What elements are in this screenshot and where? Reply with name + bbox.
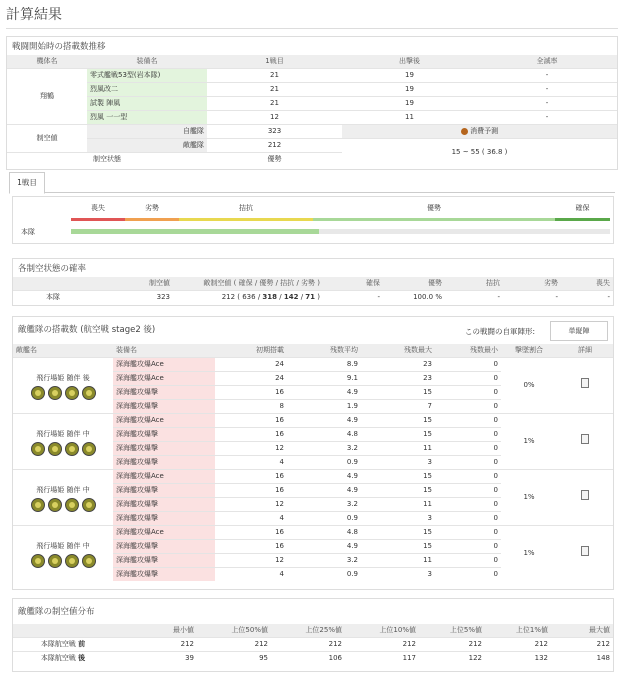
enemy-air-prefix: 212 ( 636 / — [221, 293, 263, 301]
col-header: 装備名 — [113, 344, 215, 358]
max-remaining: 15 — [361, 484, 435, 498]
enemy-slot-heading: 敵艦隊の搭載数 (航空戦 stage2 後) — [18, 325, 156, 335]
col-header: 上位25%値 — [271, 624, 345, 638]
col-header: 制空値 — [93, 277, 173, 291]
after-value: 11 — [342, 111, 477, 125]
enemy-equip-name: 深海艦攻爆撃 — [113, 512, 215, 526]
prob-supremacy: - — [323, 291, 383, 305]
gauge-label: 拮抗 — [239, 204, 253, 212]
col-header: 初期搭載 — [215, 344, 287, 358]
enemy-ship-name: 飛行場姫 随伴 中 — [36, 485, 90, 494]
dist-value: 212 — [271, 638, 345, 652]
enemy-equip-name: 深海艦攻爆Ace — [113, 372, 215, 386]
enemy-air-distribution-table — [13, 624, 613, 665]
min-remaining: 0 — [435, 428, 501, 442]
tab-battle-1[interactable]: 1戦目 — [9, 172, 45, 194]
initial-slot: 4 — [215, 568, 287, 582]
enemy-air-parity: 142 — [283, 293, 299, 301]
gauge-label: 確保 — [575, 204, 590, 212]
table-row — [13, 638, 613, 652]
shootdown-rate: 0% — [501, 358, 557, 414]
dist-value: 212 — [345, 638, 419, 652]
initial-slot: 24 — [215, 358, 287, 372]
enemy-equip-name: 深海艦攻爆撃 — [113, 442, 215, 456]
air-state-gauge-card — [12, 196, 614, 244]
gauge-track — [71, 229, 610, 234]
min-remaining: 0 — [435, 372, 501, 386]
separator: / — [298, 293, 306, 301]
enemy-plane-icon — [31, 498, 45, 512]
gauge-label: 優勢 — [427, 204, 441, 212]
max-remaining: 11 — [361, 554, 435, 568]
detail-button[interactable] — [557, 414, 613, 470]
initial-slot: 24 — [215, 372, 287, 386]
table-row — [13, 291, 613, 305]
enemy-plane-icons — [16, 554, 110, 568]
enemy-equip-name: 深海艦攻爆Ace — [113, 470, 215, 484]
bauxite-icon — [461, 128, 468, 135]
avg-remaining: 4.8 — [287, 428, 361, 442]
enemy-air-distribution-card — [12, 598, 614, 672]
state-probability-heading: 各制空状態の確率 — [18, 264, 87, 274]
col-header: 確保 — [323, 277, 383, 291]
col-header: 敵制空値 ( 確保 / 優勢 / 拮抗 / 劣勢 ) — [173, 277, 323, 291]
min-remaining: 0 — [435, 484, 501, 498]
enemy-plane-icon — [65, 498, 79, 512]
first-value: 21 — [207, 69, 342, 83]
detail-button[interactable] — [557, 358, 613, 414]
air-state-label: 制空状態 — [7, 153, 207, 167]
col-header: 出撃後 — [342, 55, 477, 69]
enemy-ship-name: 飛行場姫 随伴 中 — [36, 429, 90, 438]
max-remaining: 11 — [361, 442, 435, 456]
avg-remaining: 0.9 — [287, 568, 361, 582]
col-header: 機体名 — [7, 55, 87, 69]
min-remaining: 0 — [435, 470, 501, 484]
dist-value: 148 — [551, 652, 613, 666]
dist-value: 212 — [113, 638, 197, 652]
dist-value: 212 — [485, 638, 551, 652]
max-remaining: 15 — [361, 470, 435, 484]
initial-slot: 8 — [215, 400, 287, 414]
initial-slot: 12 — [215, 554, 287, 568]
avg-remaining: 3.2 — [287, 498, 361, 512]
table-row — [13, 358, 613, 372]
enemy-plane-icon — [31, 442, 45, 456]
wipe-rate: - — [477, 111, 617, 125]
title-divider — [6, 28, 618, 29]
dist-value: 95 — [197, 652, 271, 666]
max-remaining: 15 — [361, 540, 435, 554]
min-remaining: 0 — [435, 554, 501, 568]
initial-slot: 4 — [215, 456, 287, 470]
after-value: 19 — [342, 83, 477, 97]
enemy-equip-name: 深海艦攻爆Ace — [113, 526, 215, 540]
table-row — [7, 125, 617, 139]
col-header: 上位5%値 — [419, 624, 485, 638]
equip-name: 零式艦戦53型(岩本隊) — [87, 69, 207, 83]
dist-value: 106 — [271, 652, 345, 666]
min-remaining: 0 — [435, 568, 501, 582]
separator: / — [277, 293, 284, 301]
consumption-header — [342, 125, 617, 139]
col-header: 最大値 — [551, 624, 613, 638]
formation-label: この戦闘の自軍陣形: — [464, 327, 535, 336]
enemy-plane-icons — [16, 386, 110, 400]
consumption-label: 消費予測 — [470, 127, 499, 135]
slot-transition-card — [6, 36, 618, 170]
enemy-equip-name: 深海艦攻爆Ace — [113, 358, 215, 372]
row-label: 本隊 — [13, 291, 93, 305]
enemy-slot-table — [13, 344, 613, 581]
enemy-equip-name: 深海艦攻爆撃 — [113, 428, 215, 442]
col-header: 撃墜割合 — [501, 344, 557, 358]
table-row — [13, 526, 613, 540]
avg-remaining: 9.1 — [287, 372, 361, 386]
col-header: 優勢 — [383, 277, 445, 291]
enemy-slot-body — [13, 358, 613, 582]
after-value: 19 — [342, 69, 477, 83]
gauge-row-label: 本隊 — [21, 228, 35, 236]
min-remaining: 0 — [435, 456, 501, 470]
avg-remaining: 0.9 — [287, 512, 361, 526]
max-remaining: 11 — [361, 498, 435, 512]
max-remaining: 23 — [361, 358, 435, 372]
dist-value: 212 — [197, 638, 271, 652]
row-label — [13, 652, 113, 666]
col-header: 全滅率 — [477, 55, 617, 69]
dist-value: 39 — [113, 652, 197, 666]
initial-slot: 16 — [215, 484, 287, 498]
col-header: 残数最大 — [361, 344, 435, 358]
avg-remaining: 0.9 — [287, 456, 361, 470]
enemy-fleet-label: 敵艦隊 — [87, 139, 207, 153]
row-label-text: 本隊航空戦 — [40, 654, 79, 662]
col-header: 喪失 — [561, 277, 613, 291]
enemy-plane-icon — [82, 498, 96, 512]
dist-value: 212 — [551, 638, 613, 652]
enemy-equip-name: 深海艦攻爆撃 — [113, 540, 215, 554]
initial-slot: 16 — [215, 386, 287, 400]
avg-remaining: 4.9 — [287, 470, 361, 484]
avg-remaining: 4.9 — [287, 386, 361, 400]
enemy-equip-name: 深海艦攻爆撃 — [113, 386, 215, 400]
enemy-plane-icon — [48, 554, 62, 568]
col-header: 最小値 — [113, 624, 197, 638]
enemy-plane-icons — [16, 498, 110, 512]
enemy-slot-card — [12, 316, 614, 590]
table-row — [7, 97, 617, 111]
consumption-value: 15 ~ 55 ( 36.8 ) — [342, 139, 617, 167]
min-remaining: 0 — [435, 358, 501, 372]
enemy-air-suffix: ) — [315, 293, 320, 301]
prob-superiority: 100.0 % — [383, 291, 445, 305]
table-row — [7, 139, 617, 153]
enemy-air-superior: 318 — [262, 293, 278, 301]
max-remaining: 3 — [361, 568, 435, 582]
enemy-equip-name: 深海艦攻爆撃 — [113, 498, 215, 512]
avg-remaining: 4.9 — [287, 414, 361, 428]
gauge-segment-superior — [313, 203, 555, 221]
avg-remaining: 3.2 — [287, 442, 361, 456]
enemy-plane-icon — [65, 442, 79, 456]
document-icon — [581, 378, 589, 388]
own-air-value: 323 — [207, 125, 342, 139]
gauge-segment-parity — [179, 203, 313, 221]
dist-value: 132 — [485, 652, 551, 666]
equip-name: 烈風改二 — [87, 83, 207, 97]
gauge-segment-loss — [71, 203, 125, 221]
document-icon — [581, 490, 589, 500]
min-remaining: 0 — [435, 400, 501, 414]
equip-name: 烈風 一一型 — [87, 111, 207, 125]
table-row — [7, 69, 617, 83]
table-row — [13, 652, 613, 666]
max-remaining: 15 — [361, 428, 435, 442]
enemy-ship-name: 飛行場姫 随伴 中 — [36, 541, 90, 550]
enemy-plane-icons — [16, 442, 110, 456]
row-label — [13, 638, 113, 652]
enemy-plane-icon — [82, 386, 96, 400]
slot-transition-table — [7, 55, 617, 166]
shootdown-rate: 1% — [501, 470, 557, 526]
wipe-rate: - — [477, 97, 617, 111]
enemy-plane-icon — [82, 442, 96, 456]
table-row — [7, 111, 617, 125]
avg-remaining: 3.2 — [287, 554, 361, 568]
enemy-ship-name: 飛行場姫 随伴 後 — [36, 373, 90, 382]
initial-slot: 16 — [215, 428, 287, 442]
max-remaining: 15 — [361, 526, 435, 540]
table-row — [13, 414, 613, 428]
wipe-rate: - — [477, 69, 617, 83]
enemy-plane-icon — [31, 386, 45, 400]
initial-slot: 16 — [215, 540, 287, 554]
air-value-label: 制空値 — [7, 125, 87, 153]
col-header: 詳細 — [557, 344, 613, 358]
row-label-phase: 後 — [78, 654, 86, 662]
col-header: 1戦目 — [207, 55, 342, 69]
col-header: 敵艦名 — [13, 344, 113, 358]
col-header: 残数最小 — [435, 344, 501, 358]
gauge-label: 喪失 — [91, 204, 105, 212]
col-header — [13, 624, 113, 638]
initial-slot: 12 — [215, 442, 287, 456]
enemy-equip-name: 深海艦攻爆撃 — [113, 400, 215, 414]
row-label-phase: 前 — [78, 640, 86, 648]
prob-inferiority: - — [503, 291, 561, 305]
air-state-value: 優勢 — [207, 153, 342, 167]
first-value: 12 — [207, 111, 342, 125]
max-remaining: 3 — [361, 512, 435, 526]
tab-divider — [9, 192, 615, 193]
shootdown-rate: 1% — [501, 414, 557, 470]
state-probability-card — [12, 258, 614, 306]
prob-parity: - — [445, 291, 503, 305]
detail-button[interactable] — [557, 470, 613, 526]
enemy-equip-name: 深海艦攻爆Ace — [113, 414, 215, 428]
enemy-plane-icon — [65, 386, 79, 400]
min-remaining: 0 — [435, 386, 501, 400]
col-header: 装備名 — [87, 55, 207, 69]
wipe-rate: - — [477, 83, 617, 97]
equip-name: 試製 陣風 — [87, 97, 207, 111]
min-remaining: 0 — [435, 498, 501, 512]
gauge-scale — [71, 203, 610, 219]
col-header: 残数平均 — [287, 344, 361, 358]
col-header: 上位50%値 — [197, 624, 271, 638]
max-remaining: 15 — [361, 414, 435, 428]
row-label-text: 本隊航空戦 — [40, 640, 79, 648]
enemy-ship-cell — [13, 414, 113, 470]
enemy-equip-name: 深海艦攻爆撃 — [113, 484, 215, 498]
max-remaining: 23 — [361, 372, 435, 386]
min-remaining: 0 — [435, 540, 501, 554]
col-header: 上位10%値 — [345, 624, 419, 638]
avg-remaining: 4.9 — [287, 484, 361, 498]
dist-value: 117 — [345, 652, 419, 666]
air-value: 323 — [93, 291, 173, 305]
initial-slot: 16 — [215, 470, 287, 484]
ship-name: 翔鶴 — [7, 69, 87, 125]
avg-remaining: 4.8 — [287, 526, 361, 540]
enemy-ship-cell — [13, 470, 113, 526]
document-icon — [581, 546, 589, 556]
initial-slot: 16 — [215, 526, 287, 540]
initial-slot: 12 — [215, 498, 287, 512]
avg-remaining: 1.9 — [287, 400, 361, 414]
enemy-plane-icon — [31, 554, 45, 568]
min-remaining: 0 — [435, 526, 501, 540]
max-remaining: 7 — [361, 400, 435, 414]
dist-value: 212 — [419, 638, 485, 652]
document-icon — [581, 434, 589, 444]
initial-slot: 16 — [215, 414, 287, 428]
col-header: 劣勢 — [503, 277, 561, 291]
gauge-fill — [71, 229, 319, 234]
detail-button[interactable] — [557, 526, 613, 582]
col-header: 拮抗 — [445, 277, 503, 291]
enemy-plane-icon — [48, 442, 62, 456]
enemy-air-breakdown — [173, 291, 323, 305]
max-remaining: 3 — [361, 456, 435, 470]
min-remaining: 0 — [435, 442, 501, 456]
enemy-air-inferior: 71 — [305, 293, 316, 301]
first-value: 21 — [207, 83, 342, 97]
gauge-label: 劣勢 — [145, 204, 159, 212]
min-remaining: 0 — [435, 512, 501, 526]
col-header: 上位1%値 — [485, 624, 551, 638]
enemy-air-value: 212 — [207, 139, 342, 153]
gauge-segment-inferior — [125, 203, 179, 221]
shootdown-rate: 1% — [501, 526, 557, 582]
enemy-ship-cell — [13, 358, 113, 414]
enemy-equip-name: 深海艦攻爆撃 — [113, 554, 215, 568]
page-title: 計算結果 — [6, 7, 62, 23]
after-value: 19 — [342, 97, 477, 111]
own-fleet-label: 自艦隊 — [87, 125, 207, 139]
avg-remaining: 4.9 — [287, 540, 361, 554]
max-remaining: 15 — [361, 386, 435, 400]
table-row — [7, 83, 617, 97]
table-row — [13, 470, 613, 484]
slot-transition-heading: 戦闘開始時の搭載数推移 — [12, 42, 106, 52]
dist-value: 122 — [419, 652, 485, 666]
avg-remaining: 8.9 — [287, 358, 361, 372]
enemy-equip-name: 深海艦攻爆撃 — [113, 568, 215, 582]
formation-select[interactable]: 単縦陣 — [550, 321, 608, 341]
enemy-ship-cell — [13, 526, 113, 582]
enemy-plane-icon — [65, 554, 79, 568]
prob-loss: - — [561, 291, 613, 305]
col-header — [13, 277, 93, 291]
enemy-plane-icon — [48, 498, 62, 512]
enemy-plane-icon — [82, 554, 96, 568]
gauge-segment-supremacy — [555, 203, 610, 221]
enemy-plane-icon — [48, 386, 62, 400]
initial-slot: 4 — [215, 512, 287, 526]
state-probability-table — [13, 277, 613, 304]
enemy-equip-name: 深海艦攻爆撃 — [113, 456, 215, 470]
first-value: 21 — [207, 97, 342, 111]
min-remaining: 0 — [435, 414, 501, 428]
enemy-air-distribution-heading: 敵艦隊の制空値分布 — [18, 607, 95, 617]
